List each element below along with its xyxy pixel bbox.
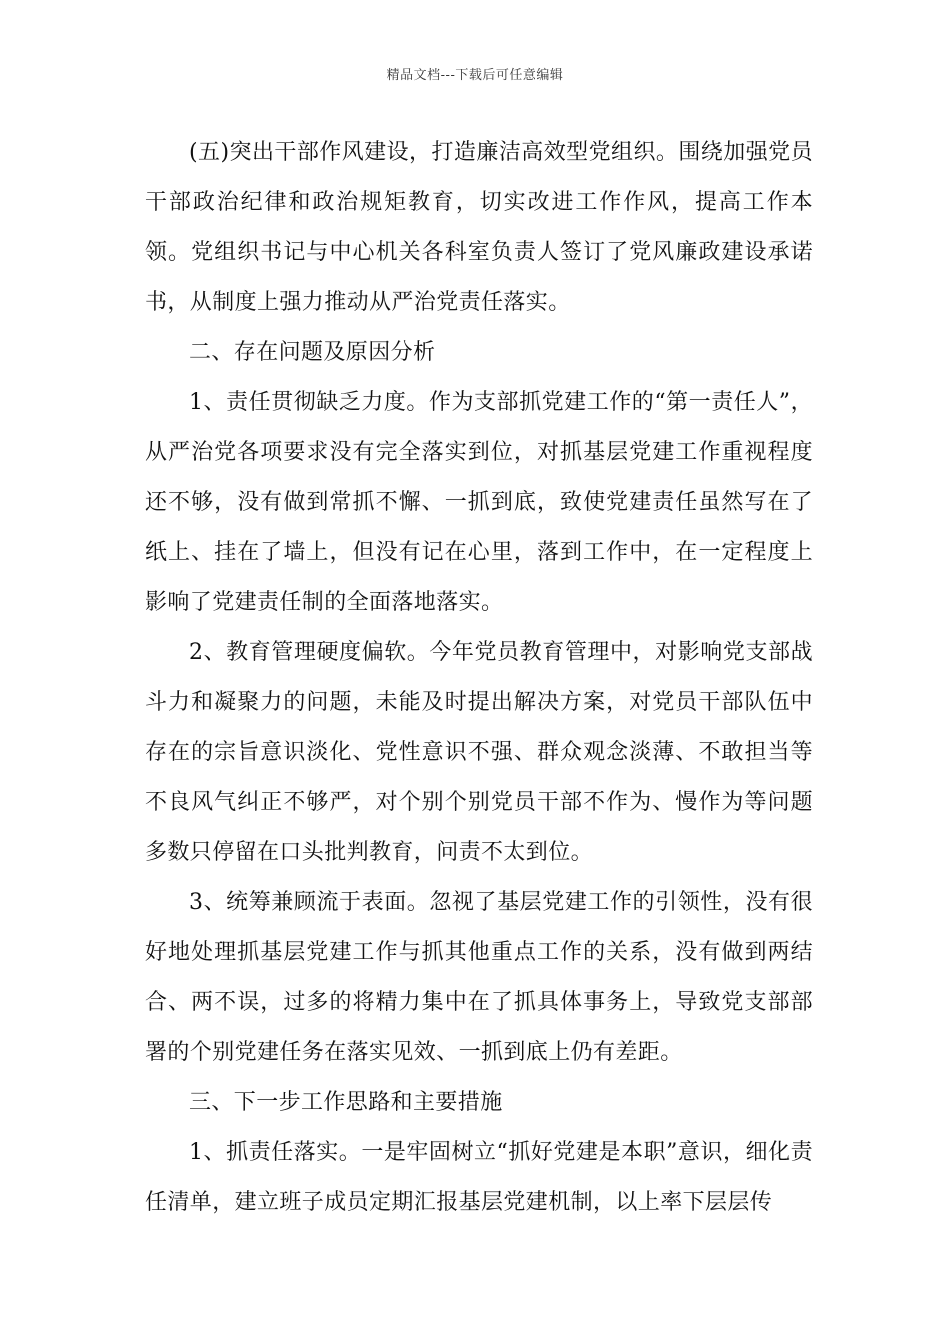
paragraph-responsibility: 1、责任贯彻缺乏力度。作为支部抓党建工作的“第一责任人”，从严治党各项要求没有完全落实到位，对抓基层党建工作重视程度还不够，没有做到常抓不懈、一抓到底，致使党建责任虽然写在了纸上、挂在了墙上，但没有记在心里，落到工作中，在一定程度上影响了党建责任制的全面落地落实。 — [145, 390, 813, 615]
paragraph-education-management: 2、教育管理硬度偏软。今年党员教育管理中，对影响党支部战斗力和凝聚力的问题，未能及时提出解决方案，对党员干部队伍中存在的宗旨意识淡化、党性意识不强、群众观念淡薄、不敢担当等不良风气纠正不够严，对个别个别党员干部不作为、慢作为等问题多数只停留在口头批判教育，问责不太到位。 — [145, 640, 813, 865]
paragraph-cadre-style: (五)突出干部作风建设，打造廉洁高效型党组织。围绕加强党员干部政治纪律和政治规矩教育，切实改进工作作风，提高工作本领。党组织书记与中心机关各科室负责人签订了党风廉政建设承诺书，从制度上强力推动从严治党责任落实。 — [145, 140, 813, 315]
paragraph-coordination: 3、统筹兼顾流于表面。忽视了基层党建工作的引领性，没有很好地处理抓基层党建工作与抓其他重点工作的关系，没有做到两结合、两不误，过多的将精力集中在了抓具体事务上，导致党支部部署的个别党建任务在落实见效、一抓到底上仍有差距。 — [145, 890, 813, 1065]
document-body — [145, 128, 813, 1228]
page-header: 精品文档---下载后可任意编辑 — [386, 68, 564, 83]
section-heading-problems: 二、存在问题及原因分析 — [189, 340, 436, 365]
paragraph-implementation: 1、抓责任落实。一是牢固树立“抓好党建是本职”意识，细化责任清单，建立班子成员定期汇报基层党建机制，以上率下层层传 — [145, 1140, 813, 1215]
section-heading-next-steps: 三、下一步工作思路和主要措施 — [189, 1090, 503, 1115]
